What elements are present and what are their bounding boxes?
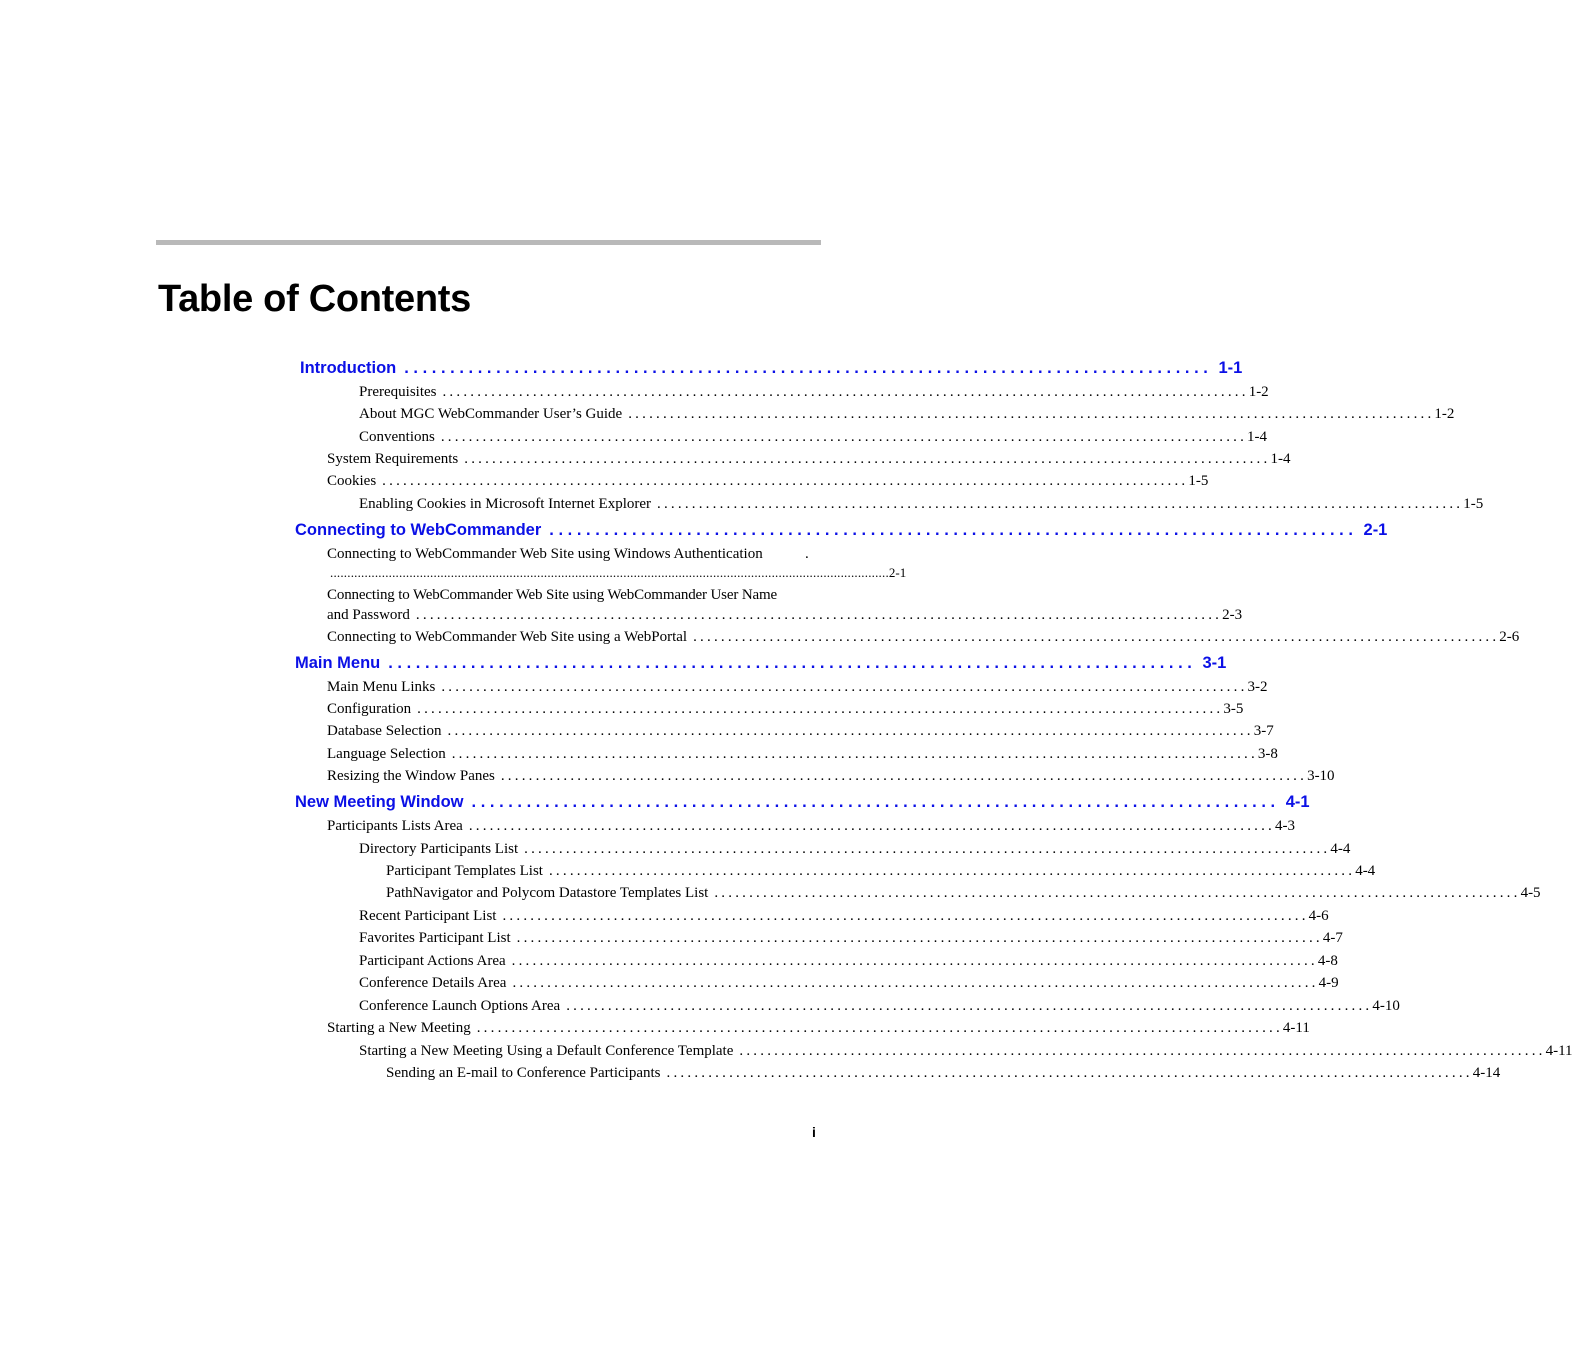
dot-leader: .................................................................................................................... xyxy=(739,1043,1546,1059)
toc-label: Sending an E-mail to Conference Participants xyxy=(386,1065,661,1081)
toc-entry-pathnavigator-templates[interactable] xyxy=(386,883,1541,903)
dot-leader: .................................................................................................................... xyxy=(442,384,1249,400)
page-number: i xyxy=(812,1124,816,1140)
toc-entry-language-selection[interactable] xyxy=(327,744,1278,764)
toc-label: and Password xyxy=(327,607,410,623)
dot-leader: .................................................................................................................... xyxy=(500,768,1308,784)
toc-page: 4-11 xyxy=(1282,1020,1310,1036)
toc-page: 3-1 xyxy=(1202,654,1227,672)
toc-label: About MGC WebCommander User’s Guide xyxy=(359,406,623,422)
toc-label: Configuration xyxy=(327,701,412,717)
toc-page: 4-8 xyxy=(1317,953,1338,969)
toc-entry-username-password[interactable]: Connecting to WebCommander Web Site using WebCommander User Name xyxy=(327,587,778,603)
toc-chapter-connecting[interactable] xyxy=(295,519,1388,541)
toc-page: 4-1 xyxy=(1285,793,1310,811)
toc-page: 3-7 xyxy=(1253,723,1274,739)
toc-entry-windows-auth[interactable]: Connecting to WebCommander Web Site using Windows Authentication xyxy=(327,546,763,562)
toc-page: 2-3 xyxy=(1222,607,1243,623)
dot-leader: .................................................................................................................... xyxy=(566,998,1373,1014)
dot-leader: ........................................................................................ xyxy=(471,793,1280,811)
toc-entry-windows-auth-page[interactable] xyxy=(330,563,907,583)
toc-page: 4-3 xyxy=(1275,818,1296,834)
toc-entry-system-requirements[interactable] xyxy=(327,449,1291,469)
dot-leader: .................................................................................................................... xyxy=(524,841,1331,857)
dot-leader: .................................................................................................................... xyxy=(468,818,1276,834)
dot-leader: .................................................................................................................... xyxy=(476,1020,1283,1036)
dot-leader: .................................................................................................................... xyxy=(464,451,1271,467)
toc-label: Main Menu Links xyxy=(327,679,436,695)
toc-chapter-main-menu[interactable] xyxy=(295,652,1227,674)
toc-page: 1-2 xyxy=(1248,384,1269,400)
toc-page: 2-1 xyxy=(1363,521,1388,539)
toc-page: 4-14 xyxy=(1472,1065,1501,1081)
toc-label: Participant Templates List xyxy=(386,863,543,879)
toc-chapter-new-meeting-window[interactable] xyxy=(295,791,1310,813)
page-title: Table of Contents xyxy=(158,278,471,320)
toc-entry-configuration[interactable] xyxy=(327,699,1244,719)
toc-page: 3-10 xyxy=(1307,768,1335,784)
dot-leader: .................................................................................................................... xyxy=(714,885,1521,901)
dot-leader: .................................................................................................................... xyxy=(447,723,1254,739)
toc-entry-participant-actions[interactable] xyxy=(359,951,1338,971)
toc-label: Starting a New Meeting xyxy=(327,1020,471,1036)
toc-page: 4-6 xyxy=(1308,908,1329,924)
toc-label: Starting a New Meeting Using a Default Conference Template xyxy=(359,1043,734,1059)
toc-label: Database Selection xyxy=(327,723,442,739)
toc-page: 1-2 xyxy=(1434,406,1455,422)
dot-leader: .................................................................................................................................................................. xyxy=(330,565,889,580)
dot-leader: .................................................................................................................... xyxy=(511,953,1318,969)
dot-leader: ........................................................................................ xyxy=(549,521,1358,539)
dot-leader: .................................................................................................................... xyxy=(693,629,1500,645)
toc-entry-prerequisites[interactable] xyxy=(359,382,1269,402)
toc-entry-participant-templates[interactable] xyxy=(386,861,1376,881)
toc-page: 4-9 xyxy=(1318,975,1339,991)
toc-page: 2-6 xyxy=(1499,629,1520,645)
dot-leader: .................................................................................................................... xyxy=(628,406,1435,422)
toc-entry-enabling-cookies[interactable] xyxy=(359,494,1484,514)
toc-label: Cookies xyxy=(327,473,377,489)
toc-page: 1-5 xyxy=(1463,496,1484,512)
toc-page: 2-1 xyxy=(888,565,907,580)
dot-leader: .................................................................................................................... xyxy=(440,429,1248,445)
dot-leader: ........................................................................................ xyxy=(404,359,1213,377)
toc-label: Conference Details Area xyxy=(359,975,507,991)
toc-chapter-introduction[interactable] xyxy=(300,357,1243,379)
dot-leader: .................................................................................................................... xyxy=(512,975,1319,991)
dot-leader: .................................................................................................................... xyxy=(657,496,1464,512)
toc-entry-conference-details[interactable] xyxy=(359,973,1339,993)
toc-label: Recent Participant List xyxy=(359,908,497,924)
toc-entry-database-selection[interactable] xyxy=(327,721,1274,741)
toc-label: Connecting to WebCommander xyxy=(295,521,542,539)
toc-entry-sending-email[interactable] xyxy=(386,1063,1501,1083)
dot-leader: .................................................................................................................... xyxy=(417,701,1224,717)
toc-label: Resizing the Window Panes xyxy=(327,768,495,784)
toc-entry-recent-participant[interactable] xyxy=(359,906,1329,926)
toc-label: System Requirements xyxy=(327,451,459,467)
toc-page: 4-4 xyxy=(1330,841,1351,857)
toc-label: Directory Participants List xyxy=(359,841,519,857)
toc-entry-resizing-panes[interactable] xyxy=(327,766,1335,786)
dot-leader-trailing: . xyxy=(805,546,809,562)
toc-label: Enabling Cookies in Microsoft Internet Explorer xyxy=(359,496,652,512)
toc-entry-directory-participants[interactable] xyxy=(359,839,1351,859)
dot-leader: .................................................................................................................... xyxy=(382,473,1189,489)
dot-leader: .................................................................................................................... xyxy=(516,930,1323,946)
toc-page: 4-5 xyxy=(1520,885,1541,901)
dot-leader: .................................................................................................................... xyxy=(451,746,1258,762)
toc-label: Conventions xyxy=(359,429,435,445)
toc-label: Favorites Participant List xyxy=(359,930,511,946)
toc-label: Main Menu xyxy=(295,654,381,672)
toc-entry-cookies[interactable] xyxy=(327,471,1209,491)
dot-leader: .................................................................................................................... xyxy=(548,863,1356,879)
toc-entry-conference-launch-options[interactable] xyxy=(359,996,1400,1016)
toc-entry-webportal[interactable] xyxy=(327,627,1520,647)
dot-leader: ........................................................................................ xyxy=(388,654,1197,672)
toc-page: 1-5 xyxy=(1188,473,1209,489)
toc-label: Prerequisites xyxy=(359,384,437,400)
header-rule xyxy=(156,240,821,245)
toc-page: 4-4 xyxy=(1355,863,1376,879)
dot-leader: .................................................................................................................... xyxy=(415,607,1223,623)
toc-entry-participants-lists-area[interactable] xyxy=(327,816,1296,836)
toc-entry-starting-new-meeting[interactable] xyxy=(327,1018,1310,1038)
toc-page: 4-7 xyxy=(1322,930,1343,946)
toc-page: 3-8 xyxy=(1257,746,1278,762)
toc-entry-conventions[interactable] xyxy=(359,427,1268,447)
toc-label: Participant Actions Area xyxy=(359,953,506,969)
toc-entry-main-menu-links[interactable] xyxy=(327,677,1268,697)
toc-page: 4-10 xyxy=(1372,998,1400,1014)
toc-entry-username-password-cont[interactable] xyxy=(327,605,1243,625)
toc-page: 1-1 xyxy=(1218,359,1243,377)
toc-label: New Meeting Window xyxy=(295,793,464,811)
toc-label: Language Selection xyxy=(327,746,446,762)
dot-leader: .................................................................................................................... xyxy=(666,1065,1473,1081)
toc-label: PathNavigator and Polycom Datastore Templates List xyxy=(386,885,709,901)
toc-page: 3-2 xyxy=(1247,679,1268,695)
toc-page: 4-11 xyxy=(1545,1043,1573,1059)
toc-page: 1-4 xyxy=(1270,451,1291,467)
toc-entry-favorites-participant[interactable] xyxy=(359,928,1343,948)
toc-label: Introduction xyxy=(300,359,397,377)
toc-page: 3-5 xyxy=(1223,701,1244,717)
dot-leader: .................................................................................................................... xyxy=(441,679,1248,695)
toc-entry-default-template[interactable] xyxy=(359,1041,1573,1061)
toc-entry-about-guide[interactable] xyxy=(359,404,1455,424)
toc-label: Participants Lists Area xyxy=(327,818,463,834)
dot-leader: .................................................................................................................... xyxy=(502,908,1309,924)
toc-label: Conference Launch Options Area xyxy=(359,998,561,1014)
toc-label: Connecting to WebCommander Web Site using a WebPortal xyxy=(327,629,688,645)
toc-page: 1-4 xyxy=(1247,429,1268,445)
